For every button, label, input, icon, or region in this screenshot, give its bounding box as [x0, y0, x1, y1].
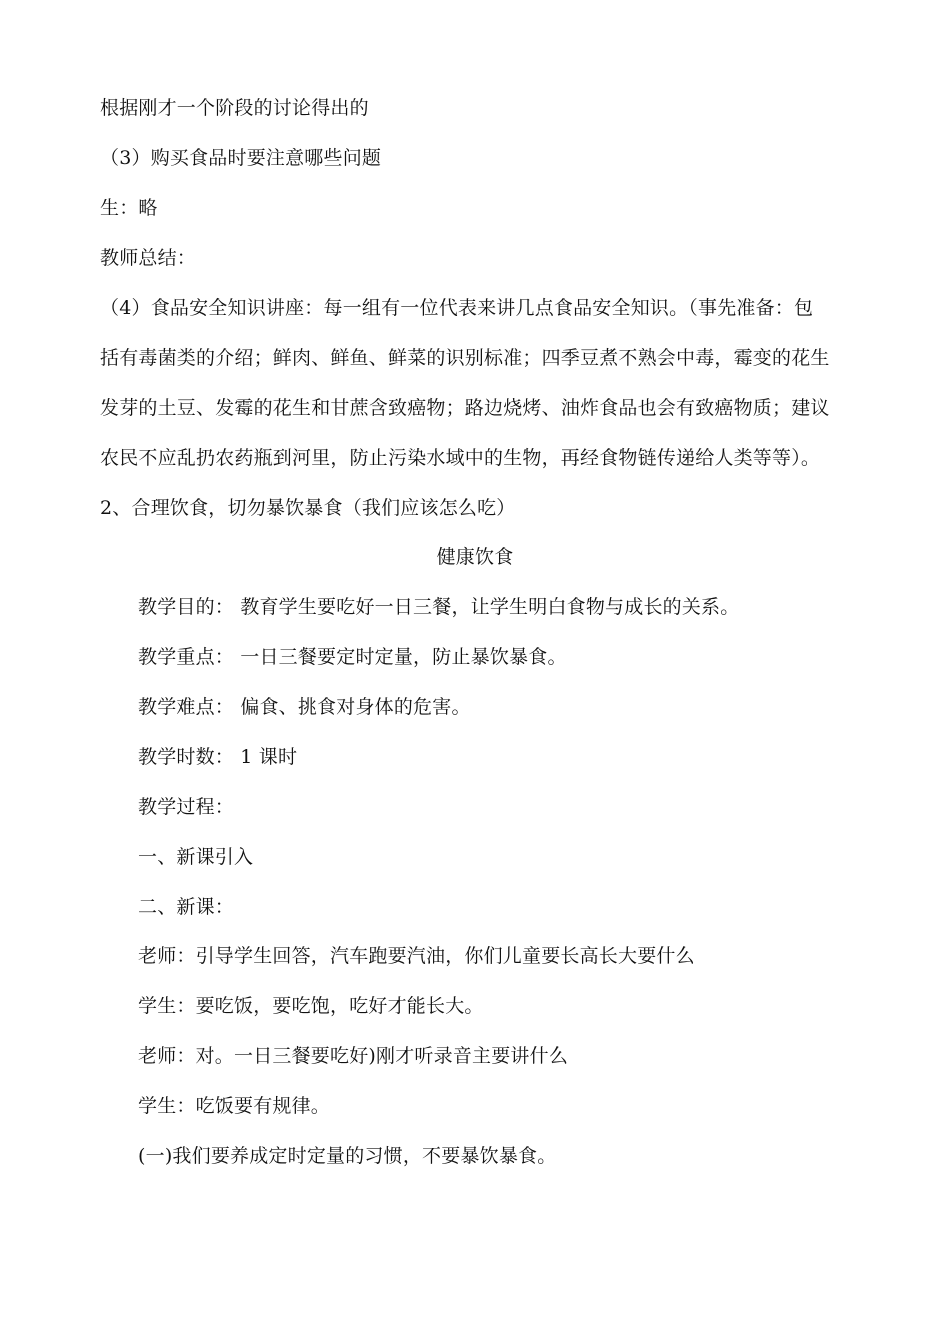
text-line-5: （4）食品安全知识讲座：每一组有一位代表来讲几点食品安全知识。（事先准备：包: [100, 297, 814, 319]
text-line-8: 农民不应乱扔农药瓶到河里，防止污染水域中的生物，再经食物链传递给人类等等）。: [100, 447, 821, 469]
lesson-line-11: 学生：吃饭要有规律。: [138, 1095, 331, 1117]
lesson-line-5: 教学过程：: [138, 796, 235, 818]
lesson-line-8: 老师：引导学生回答，汽车跑要汽油，你们儿童要长高长大要什么: [138, 945, 695, 967]
text-line-4: 教师总结：: [100, 247, 197, 269]
lesson-line-9: 学生：要吃饭，要吃饱，吃好才能长大。: [138, 995, 484, 1017]
lesson-line-12: (一)我们要养成定时定量的习惯，不要暴饮暴食。: [138, 1145, 557, 1167]
text-line-3: 生：略: [100, 197, 158, 219]
section-title: 健康饮食: [436, 546, 514, 568]
lesson-line-4: 教学时数： 1 课时: [138, 746, 298, 768]
lesson-line-7: 二、新课：: [138, 896, 235, 918]
text-line-6: 括有毒菌类的介绍；鲜肉、鲜鱼、鲜菜的识别标准；四季豆煮不熟会中毒，霉变的花生: [100, 347, 830, 369]
text-line-1: 根据刚才一个阶段的讨论得出的: [100, 97, 369, 119]
lesson-line-1: 教学目的： 教育学生要吃好一日三餐，让学生明白食物与成长的关系。: [138, 596, 740, 618]
lesson-line-2: 教学重点： 一日三餐要定时定量，防止暴饮暴食。: [138, 646, 567, 668]
lesson-line-6: 一、新课引入: [138, 846, 254, 868]
text-line-9: 2、合理饮食，切勿暴饮暴食（我们应该怎么吃）: [100, 497, 516, 519]
lesson-line-3: 教学难点： 偏食、挑食对身体的危害。: [138, 696, 471, 718]
text-line-2: （3）购买食品时要注意哪些问题: [100, 147, 382, 169]
lesson-line-10: 老师：对。一日三餐要吃好)刚才听录音主要讲什么: [138, 1045, 569, 1067]
text-line-7: 发芽的土豆、发霉的花生和甘蔗含致癌物；路边烧烤、油炸食品也会有致癌物质；建议: [100, 397, 830, 419]
